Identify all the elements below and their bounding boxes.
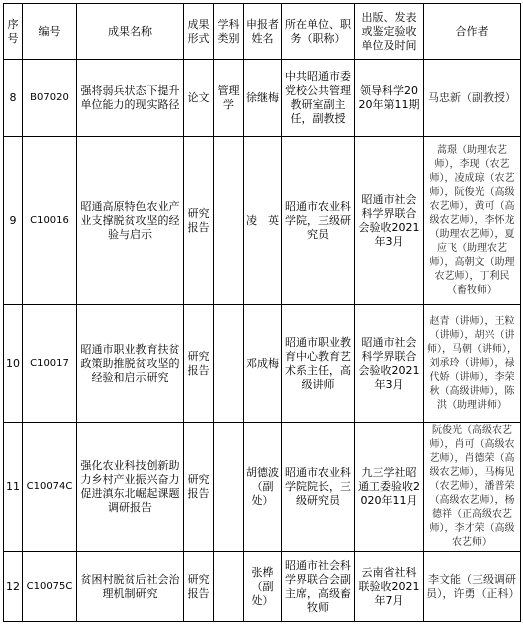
- cell-code: B07020: [23, 60, 77, 137]
- cell-code: C10075C: [23, 552, 77, 622]
- cell-publisher: 云南省社科联验收2021年7月: [355, 552, 424, 622]
- cell-category: 管理学: [214, 60, 244, 137]
- cell-unit: 昭通市农业科学院院长，三级研究员: [282, 423, 355, 552]
- cell-form: 论文: [184, 60, 214, 137]
- cell-unit: 昭通市社会科学界联合会副主席，高级畜牧师: [282, 552, 355, 622]
- cell-category: [214, 305, 244, 423]
- header-title: 成果名称: [77, 4, 184, 60]
- cell-category: [214, 552, 244, 622]
- header-category: 学科类别: [214, 4, 244, 60]
- cell-applicant: 徐继梅: [244, 60, 282, 137]
- table-row: [4, 423, 521, 552]
- cell-applicant: 胡德波（副处）: [244, 423, 282, 552]
- cell-form: 研究报告: [184, 423, 214, 552]
- cell-category: [214, 423, 244, 552]
- cell-unit: 昭通市农业科学院，三级研究员: [282, 137, 355, 305]
- cell-coauthors: 蒿璟（助理农艺师），李现（农艺师），凌成琼（农艺师），阮俊光（高级农艺师），黄可（高级农艺师），李怀龙（助理农艺师），夏应飞（助理农艺师），高朝文（助理农艺师），丁利民（畜牧师）: [424, 137, 521, 305]
- cell-title: 昭通高原特色农业产业支撑脱贫攻坚的经验与启示: [77, 137, 184, 305]
- header-publisher: 出版、发表或鉴定验收单位及时间: [355, 4, 424, 60]
- cell-coauthors: 马忠新（副教授）: [424, 60, 521, 137]
- header-unit: 所在单位、职务（职称）: [282, 4, 355, 60]
- cell-title: 昭通市职业教育扶贫政策助推脱贫攻坚的经验和启示研究: [77, 305, 184, 423]
- cell-code: C10016: [23, 137, 77, 305]
- cell-title: 强将弱兵状态下提升单位能力的现实路径: [77, 60, 184, 137]
- cell-form: 研究报告: [184, 305, 214, 423]
- cell-unit: 昭通市职业教育中心教育艺术系主任，高级讲师: [282, 305, 355, 423]
- cell-code: C10017: [23, 305, 77, 423]
- cell-applicant: 邓成梅: [244, 305, 282, 423]
- cell-coauthors: 阮俊光（高级农艺师），肖可（高级农艺师），肖德荣（高级农艺师），马梅见（农艺师），潘普荣（高级农艺师），杨德祥（正高级农艺师），李才荣（高级农艺师）: [424, 423, 521, 552]
- cell-index: 12: [4, 552, 23, 622]
- table-row: [4, 552, 521, 622]
- cell-coauthors: 赵青（讲师），王粒（讲师），胡兴（讲师），马朝（讲师），刘承玲（讲师），禄代娇（讲师），李荣秋（高级讲师），陈洪（助理讲师）: [424, 305, 521, 423]
- cell-applicant: 张桦（副处）: [244, 552, 282, 622]
- cell-index: 9: [4, 137, 23, 305]
- cell-coauthors: 李文能（三级调研员），许勇（正科）: [424, 552, 521, 622]
- header-form: 成果形式: [184, 4, 214, 60]
- cell-category: [214, 137, 244, 305]
- header-index: 序号: [4, 4, 23, 60]
- cell-form: 研究报告: [184, 552, 214, 622]
- cell-title: 强化农业科技创新助力乡村产业振兴奋力促进滇东北崛起课题调研报告: [77, 423, 184, 552]
- cell-index: 10: [4, 305, 23, 423]
- header-applicant: 申报者姓名: [244, 4, 282, 60]
- cell-applicant: 凌 英: [244, 137, 282, 305]
- cell-publisher: 九三学社昭通工委验收2020年11月: [355, 423, 424, 552]
- awards-table: [3, 3, 521, 622]
- table-header-row: [4, 4, 521, 60]
- cell-publisher: 昭通市社会科学界联合会验收2021年3月: [355, 305, 424, 423]
- cell-publisher: 昭通市社会科学界联合会验收2021年3月: [355, 137, 424, 305]
- cell-unit: 中共昭通市委党校公共管理教研室副主任，副教授: [282, 60, 355, 137]
- cell-index: 11: [4, 423, 23, 552]
- header-coauthors: 合作者: [424, 4, 521, 60]
- table-row: [4, 60, 521, 137]
- cell-code: C10074C: [23, 423, 77, 552]
- cell-index: 8: [4, 60, 23, 137]
- cell-form: 研究报告: [184, 137, 214, 305]
- cell-publisher: 领导科学2020年第11期: [355, 60, 424, 137]
- table-row: [4, 305, 521, 423]
- header-code: 编号: [23, 4, 77, 60]
- cell-title: 贫困村脱贫后社会治理机制研究: [77, 552, 184, 622]
- table-row: [4, 137, 521, 305]
